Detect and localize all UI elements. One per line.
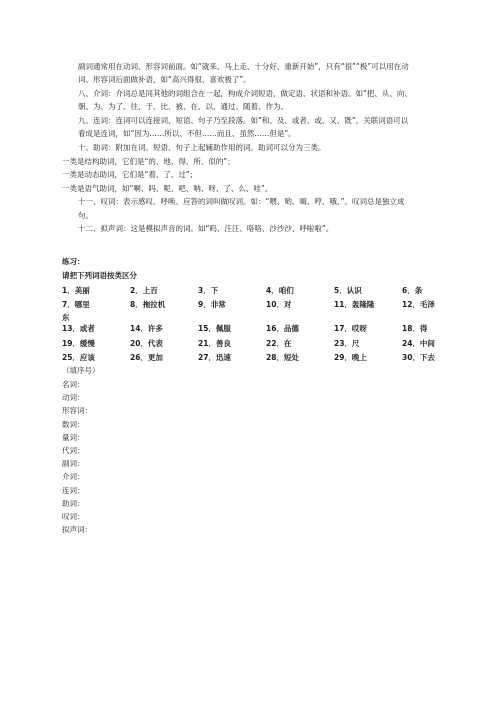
word-item: 8．拖拉机 xyxy=(130,300,166,309)
text-line: 八、介词：介词总是同其他的词组合在一起，构成介词短语，做定语、状语和补语。如“把、从、向、 xyxy=(78,89,412,98)
category-label: 量词： xyxy=(62,432,85,442)
category-label: 数词： xyxy=(62,419,85,429)
word-item: 28．短处 xyxy=(266,353,299,362)
word-item: 6．条 xyxy=(402,286,423,295)
word-item: 10．对 xyxy=(266,300,292,309)
word-item: 15．佩服 xyxy=(198,324,231,333)
category-label: 连词： xyxy=(62,485,85,495)
word-item: 17．哎呀 xyxy=(334,324,367,333)
word-item: 3．下 xyxy=(198,286,219,295)
word-item: 13．或者 xyxy=(62,324,95,333)
category-label: 形容词： xyxy=(62,406,92,416)
text-line: 一类是结构助词，它们是“的、地、得、所、似的”； xyxy=(62,157,235,166)
word-item: 1．美丽 xyxy=(62,286,90,295)
word-item: 东 xyxy=(62,313,70,322)
word-item: 26．更加 xyxy=(130,353,163,362)
category-label: 副词： xyxy=(62,459,85,469)
word-item: 2．上百 xyxy=(130,286,158,295)
word-item: 20．代表 xyxy=(130,339,163,348)
category-label: 助词： xyxy=(62,498,85,508)
word-item: 22．在 xyxy=(266,339,292,348)
word-item: 12．毛泽 xyxy=(402,300,435,309)
text-line: 副词通常用在动词、形容词前面。如“就来、马上走、十分好、重新开始”，只有“很”“极”可以用在动 xyxy=(78,62,409,71)
word-item: 30．下去 xyxy=(402,353,435,362)
text-line: 十、助词：附加在词、短语、句子上起辅助作用的词。助词可以分为三类。 xyxy=(78,143,326,152)
fill-note: （填序号） xyxy=(62,366,100,375)
text-line: 看成是连词，如“因为……所以、不但……而且、虽然……但是”。 xyxy=(78,129,296,138)
category-label: 拟声词： xyxy=(62,525,92,535)
word-item: 4．咱们 xyxy=(266,286,294,295)
text-line: 十二、拟声词：这是模拟声音的词。如“呜、汪汪、咯咯、沙沙沙、呼啦啦”。 xyxy=(78,224,334,233)
word-item: 27．迅速 xyxy=(198,353,231,362)
word-item: 18．得 xyxy=(402,324,428,333)
word-item: 5．认识 xyxy=(334,286,362,295)
word-item: 7．哪里 xyxy=(62,300,90,309)
word-item: 14．许多 xyxy=(130,324,163,333)
word-item: 25．应该 xyxy=(62,353,95,362)
word-item: 29．晚上 xyxy=(334,353,367,362)
word-item: 24．中间 xyxy=(402,339,435,348)
text-line: 九、连词：连词可以连接词、短语、句子乃至段落。如“和、及、或者、或、又、既”。关联词语可以 xyxy=(78,116,409,125)
category-label: 动词： xyxy=(62,393,85,403)
text-line: 朝、为、为了、往、于、比、被、在、以、通过、随着、作为。 xyxy=(78,102,288,111)
word-item: 21．善良 xyxy=(198,339,231,348)
word-item: 11．轰隆隆 xyxy=(334,300,375,309)
text-line: 词、形容词后面做补语，如“高兴得很、喜欢极了”。 xyxy=(78,75,251,84)
category-label: 名词： xyxy=(62,380,85,389)
category-label: 代词： xyxy=(62,446,85,455)
exercise-instruction: 请把下列词语按类区分 xyxy=(62,271,137,280)
exercise-heading: 练习： xyxy=(62,257,85,266)
text-line: 一类是语气助词，如“啊、吗、呢、吧、呐、呀、了、么、哇”。 xyxy=(62,184,273,193)
word-item: 9．非常 xyxy=(198,300,226,309)
word-item: 19．缓慢 xyxy=(62,339,95,348)
text-line: 一类是动态助词，它们是“着、了、过”； xyxy=(62,170,198,179)
text-line: 十一、叹词：表示感叹、呼唤、应答的词叫做叹词。如：“喂、哟、嗨、哼、哦、”。叹词总是独立成 xyxy=(78,197,405,206)
word-item: 23．尺 xyxy=(334,339,360,348)
word-item: 16．品德 xyxy=(266,324,299,333)
category-label: 介词： xyxy=(62,472,85,482)
category-label: 叹词： xyxy=(62,512,85,521)
text-line: 句。 xyxy=(78,211,93,220)
